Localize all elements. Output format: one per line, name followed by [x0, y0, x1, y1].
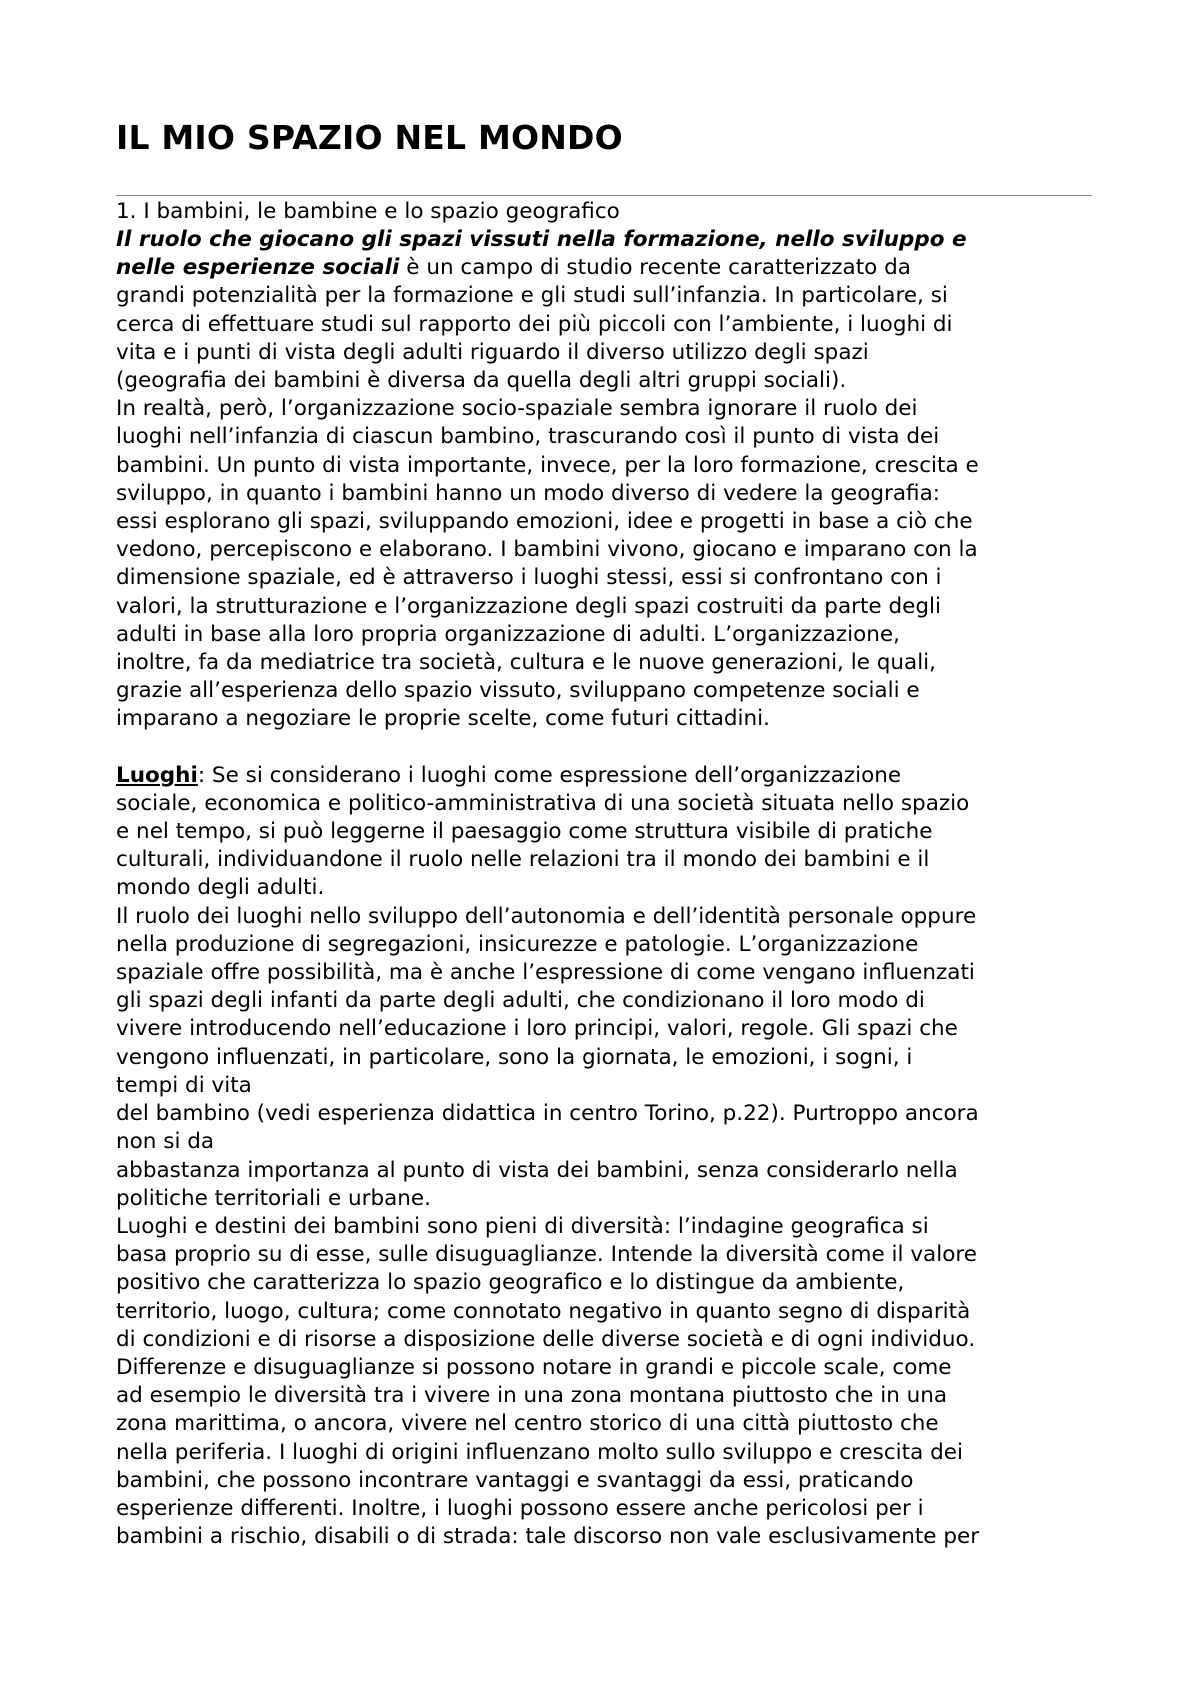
text-line: e nel tempo, si può leggerne il paesaggio come struttura visibile di pratiche [116, 819, 933, 845]
text-line: valori, la strutturazione e l’organizzazione degli spazi costruiti da parte degli [116, 593, 941, 619]
text-line: cerca di effettuare studi sul rapporto dei più piccoli con l’ambiente, i luoghi di [116, 311, 953, 337]
text-line [116, 254, 1092, 282]
text-line: bambini. Un punto di vista importante, invece, per la loro formazione, crescita e [116, 452, 979, 478]
text-line: ad esempio le diversità tra i vivere in una zona montana piuttosto che in una [116, 1383, 948, 1409]
text-line: culturali, individuandone il ruolo nelle relazioni tra il mondo dei bambini e il [116, 847, 930, 873]
text-line: essi esplorano gli spazi, sviluppando emozioni, idee e progetti in base a ciò che [116, 509, 973, 535]
text-line: adulti in base alla loro propria organizzazione di adulti. L’organizzazione, [116, 621, 900, 647]
text-line [116, 762, 1092, 790]
text-line: mondo degli adulti. [116, 875, 325, 901]
text-line: bambini a rischio, disabili o di strada: tale discorso non vale esclusivamente per [116, 1524, 980, 1550]
text-line: imparano a negoziare le proprie scelte, come futuri cittadini. [116, 706, 770, 732]
emphasis-text: nelle esperienze sociali [116, 255, 400, 281]
text-span: : Se si considerano i luoghi come espressione dell’organizzazione [197, 762, 902, 788]
text-line: vedono, percepiscono e elaborano. I bambini vivono, giocano e imparano con la [116, 537, 978, 563]
text-line: abbastanza importanza al punto di vista dei bambini, senza considerarlo nella [116, 1157, 958, 1183]
text-line: nella produzione di segregazioni, insicurezze e patologie. L’organizzazione [116, 931, 919, 957]
text-line: basa proprio su di esse, sulle disuguaglianze. Intende la diversità come il valore [116, 1242, 977, 1268]
document-page [116, 118, 1092, 1551]
term-luoghi: Luoghi [116, 762, 198, 788]
text-line: di condizioni e di risorse a disposizione delle diverse società e di ogni individuo. [116, 1326, 976, 1352]
text-line: sviluppo, in quanto i bambini hanno un modo diverso di vedere la geografia: [116, 480, 940, 506]
text-line: (geografia dei bambini è diversa da quella degli altri gruppi sociali). [116, 368, 847, 394]
text-line: Differenze e disuguaglianze si possono notare in grandi e piccole scale, come [116, 1354, 952, 1380]
text-span: è un campo di studio recente caratterizzato da [399, 255, 911, 281]
text-line: In realtà, però, l’organizzazione socio-spaziale sembra ignorare il ruolo dei [116, 396, 918, 422]
text-line: Luoghi e destini dei bambini sono pieni di diversità: l’indagine geografica si [116, 1213, 929, 1239]
text-line: sociale, economica e politico-amministrativa di una società situata nello spazio [116, 790, 970, 816]
text-line: nella periferia. I luoghi di origini influenzano molto sullo sviluppo e crescita dei [116, 1439, 963, 1465]
text-line: dimensione spaziale, ed è attraverso i luoghi stessi, essi si confrontano con i [116, 565, 942, 591]
section-heading: 1. I bambini, le bambine e lo spazio geografico [116, 199, 620, 224]
text-line [116, 226, 1092, 254]
paragraph-diversity [116, 1213, 1092, 1551]
text-line: luoghi nell’infanzia di ciascun bambino, trascurando così il punto di vista dei [116, 424, 940, 450]
text-line: esperienze differenti. Inoltre, i luoghi possono essere anche pericolosi per i [116, 1495, 924, 1521]
text-line: zona marittima, o ancora, vivere nel centro storico di una città piuttosto che [116, 1411, 939, 1437]
text-line: Il ruolo dei luoghi nello sviluppo dell’autonomia e dell’identità personale oppure [116, 903, 977, 929]
text-line: spaziale offre possibilità, ma è anche l’espressione di come vengano influenzati [116, 960, 975, 986]
text-line: territorio, luogo, cultura; come connotato negativo in quanto segno di disparità [116, 1298, 971, 1324]
paragraph-autonomy [116, 903, 1092, 1213]
text-line: vivere introducendo nell’educazione i loro principi, valori, regole. Gli spazi che [116, 1016, 958, 1042]
text-line: grazie all’esperienza dello spazio vissuto, sviluppano competenze sociali e [116, 678, 920, 704]
paragraph-organization [116, 395, 1092, 733]
document-title: IL MIO SPAZIO NEL MONDO [116, 118, 623, 157]
paragraph-gap [116, 734, 1092, 762]
text-line: politiche territoriali e urbane. [116, 1185, 431, 1211]
text-line: del bambino (vedi esperienza didattica in centro Torino, p.22). Purtroppo ancora [116, 1101, 979, 1127]
text-line: tempi di vita [116, 1072, 252, 1098]
text-line: positivo che caratterizza lo spazio geografico e lo distingue da ambiente, [116, 1270, 905, 1296]
paragraph-luoghi [116, 762, 1092, 903]
text-line: grandi potenzialità per la formazione e gli studi sull’infanzia. In particolare, si [116, 283, 948, 309]
text-line: bambini, che possono incontrare vantaggi e svantaggi da essi, praticando [116, 1467, 914, 1493]
text-line: non si da [116, 1129, 215, 1155]
text-line: vengono influenzati, in particolare, sono la giornata, le emozioni, i sogni, i [116, 1044, 913, 1070]
emphasis-text: Il ruolo che giocano gli spazi vissuti nella formazione, nello sviluppo e [116, 227, 967, 252]
text-line: gli spazi degli infanti da parte degli adulti, che condizionano il loro modo di [116, 988, 925, 1014]
text-line: inoltre, fa da mediatrice tra società, cultura e le nuove generazioni, le quali, [116, 650, 936, 676]
text-line: vita e i punti di vista degli adulti riguardo il diverso utilizzo degli spazi [116, 339, 869, 365]
paragraph-intro [116, 226, 1092, 395]
